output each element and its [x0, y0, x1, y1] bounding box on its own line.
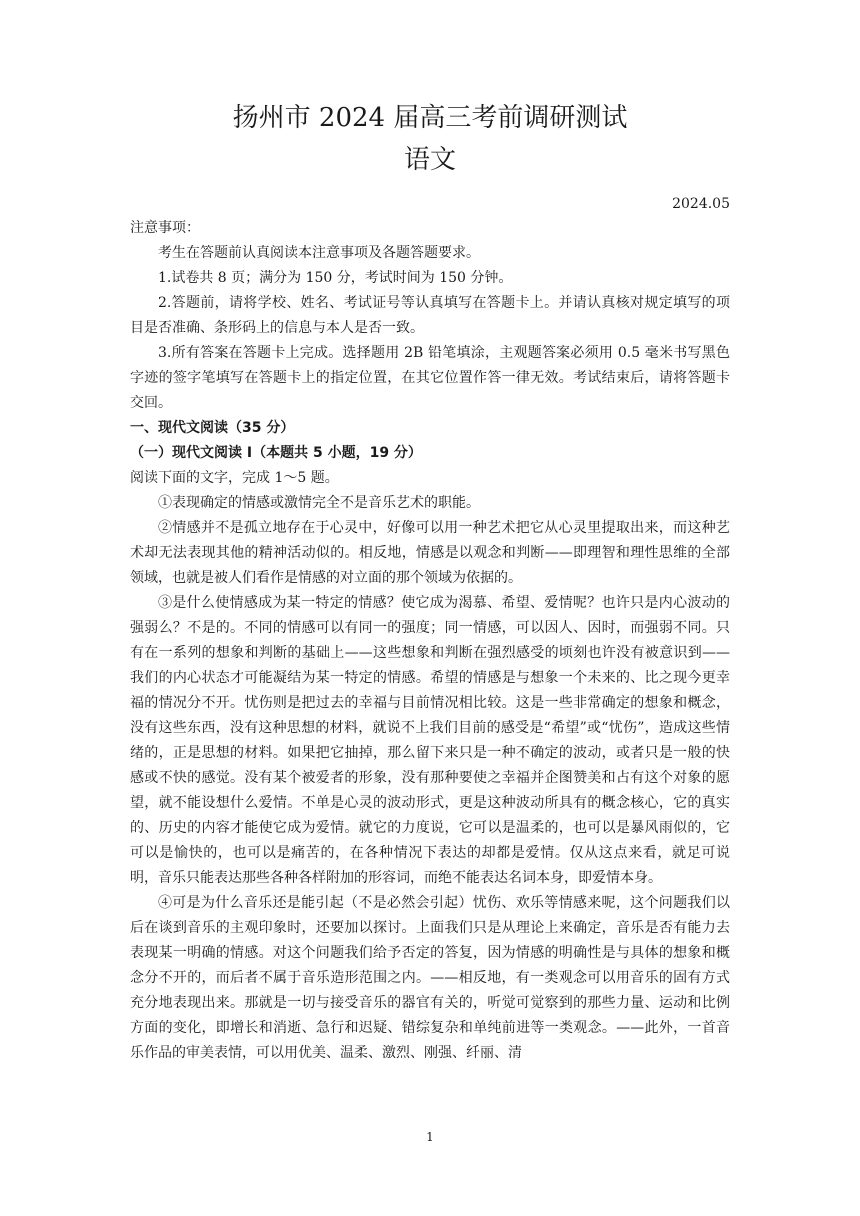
section-subheading: （一）现代文阅读 I（本题共 5 小题，19 分）	[130, 445, 422, 461]
passage-paragraph-3: ③是什么使情感成为某一特定的情感？使它成为渴慕、希望、爱情呢？也许只是内心波动的强弱么？不是的。不同的情感可以有同一的强度；同一情感，可以因人、因时，而强弱不同。只有在一系列的想象和判断的基础上——这些想象和判断在强烈感受的顷刻也许没有被意识到——我们的内心状态才可能凝结为某一特定的情感。希望的情感是与想象一个未来的、比之现今更幸福的情况分不开。忧伤则是把过去的幸福与目前情况相比较。这是一些非常确定的想象和概念，没有这些东西，没有这种思想的材料，就说不上我们目前的感受是“希望”或“忧伤”，造成这些情绪的，正是思想的材料。如果把它抽掉，那么留下来只是一种不确定的波动，或者只是一般的快感或不快的感觉。没有某个被爱者的形象，没有那种要使之幸福并企图赞美和占有这个对象的愿望，就不能设想什么爱情。不单是心灵的波动形式，更是这种波动所具有的概念核心，它的真实的、历史的内容才能使它成为爱情。就它的力度说，它可以是温柔的，也可以是暴风雨似的，它可以是愉快的，也可以是痛苦的，在各种情况下表达的却都是爱情。仅从这点来看，就足可说明，音乐只能表达那些各种各样附加的形容词，而绝不能表达名词本身，即爱情本身。	[130, 595, 730, 886]
exam-date: 2024.05	[672, 196, 730, 212]
notice-intro: 考生在答题前认真阅读本注意事项及各题答题要求。	[158, 245, 480, 261]
exam-subject: 语文	[403, 145, 456, 175]
exam-page	[130, 100, 730, 1066]
notice-block	[130, 216, 730, 416]
reading-section	[130, 416, 730, 1066]
page-number: 1	[426, 1130, 434, 1144]
exam-title: 扬州市 2024 届高三考前调研测试	[232, 103, 628, 133]
passage-paragraph-4: ④可是为什么音乐还是能引起（不是必然会引起）忧伤、欢乐等情感来呢，这个问题我们以后在谈到音乐的主观印象时，还要加以探讨。上面我们只是从理论上来确定，音乐是否有能力去表现某一明确的情感。对这个问题我们给予否定的答复，因为情感的明确性是与具体的想象和概念分不开的，而后者不属于音乐造形范围之内。——相反地，有一类观念可以用音乐的固有方式充分地表现出来。那就是一切与接受音乐的器官有关的，听觉可觉察到的那些力量、运动和比例方面的变化，即增长和消逝、急行和迟疑、错综复杂和单纯前进等一类观念。——此外，一首音乐作品的审美表情，可以用优美、温柔、激烈、刚强、纤丽、清	[130, 895, 730, 1061]
passage-paragraph-1: ①表现确定的情感或激情完全不是音乐艺术的职能。	[158, 495, 480, 511]
notice-heading: 注意事项：	[130, 220, 200, 236]
section-heading: 一、现代文阅读（35 分）	[130, 420, 295, 436]
passage-paragraph-2: ②情感并不是孤立地存在于心灵中，好像可以用一种艺术把它从心灵里提取出来，而这种艺术却无法表现其他的精神活动似的。相反地，情感是以观念和判断——即理智和理性思维的全部领域，也就是被人们看作是情感的对立面的那个领域为依据的。	[130, 520, 730, 586]
notice-item-1: 1.试卷共 8 页；满分为 150 分，考试时间为 150 分钟。	[158, 270, 513, 286]
notice-item-3: 3.所有答案在答题卡上完成。选择题用 2B 铅笔填涂，主观题答案必须用 0.5 毫米书写黑色字迹的签字笔填写在答题卡上的指定位置，在其它位置作答一律无效。考试结束后，请将答题卡交回。	[130, 345, 730, 411]
section-instruction: 阅读下面的文字，完成 1～5 题。	[130, 470, 339, 486]
notice-item-2: 2.答题前，请将学校、姓名、考试证号等认真填写在答题卡上。并请认真核对规定填写的项目是否准确、条形码上的信息与本人是否一致。	[130, 295, 730, 336]
